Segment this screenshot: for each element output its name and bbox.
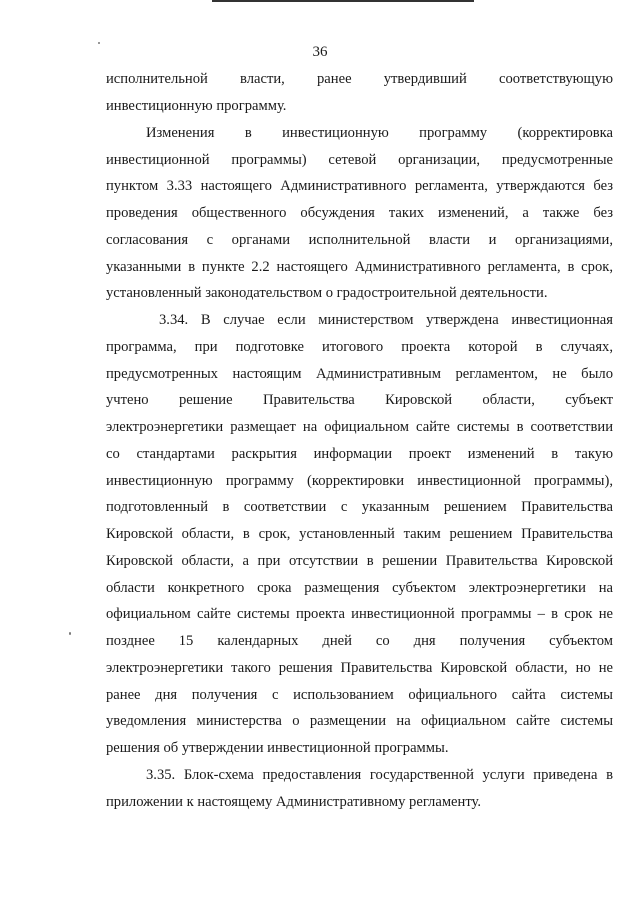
text-line: предусмотренных настоящим Административным регламентом, не было xyxy=(106,366,613,382)
page-number: 36 xyxy=(312,44,328,60)
text-line: области конкретного срока размещения субъектом электроэнергетики на xyxy=(106,580,613,596)
text-line: Кировской области, а при отсутствии в решении Правительства Кировской xyxy=(106,553,613,569)
text-line: установленный законодательством о градостроительной деятельности. xyxy=(106,285,548,301)
text-line: исполнительной власти, ранее утвердивший соответствующую xyxy=(106,71,613,87)
text-line: приложении к настоящему Административному регламенту. xyxy=(106,794,482,810)
text-line: ранее дня получения с использованием официального сайта системы xyxy=(106,687,613,703)
text-line: проведения общественного обсуждения таких изменений, а также без xyxy=(106,205,613,221)
text-line: учтено решение Правительства Кировской области, субъект xyxy=(106,392,613,408)
text-line: подготовленный в соответствии с указанным решением Правительства xyxy=(106,499,613,515)
text-line: указанными в пункте 2.2 настоящего Административного регламента, в срок, xyxy=(106,259,613,275)
text-line: электроэнергетики такого решения Правительства Кировской области, но не xyxy=(106,660,613,676)
scan-speck xyxy=(69,632,71,635)
scan-speck xyxy=(98,42,100,44)
text-line: пунктом 3.33 настоящего Административного регламента, утверждаются без xyxy=(106,178,613,194)
text-line: решения об утверждении инвестиционной программы. xyxy=(106,740,449,756)
text-line: программа, при подготовке итогового проекта которой в случаях, xyxy=(106,339,613,355)
text-line: официальном сайте системы проекта инвестиционной программы – в срок не xyxy=(106,606,613,622)
text-line: уведомления министерства о размещении на официальном сайте системы xyxy=(106,713,613,729)
scan-edge-rule xyxy=(212,0,474,2)
text-line: согласования с органами исполнительной власти и организациями, xyxy=(106,232,613,248)
text-line: со стандартами раскрытия информации проект изменений в такую xyxy=(106,446,613,462)
text-line: Кировской области, в срок, установленный таким решением Правительства xyxy=(106,526,613,542)
text-line: 3.35. Блок-схема предоставления государственной услуги приведена в xyxy=(146,767,613,783)
text-line: инвестиционную программу (корректировки инвестиционной программы), xyxy=(106,473,613,489)
text-line: позднее 15 календарных дней со дня получения субъектом xyxy=(106,633,613,649)
text-line: инвестиционной программы) сетевой организации, предусмотренные xyxy=(106,152,613,168)
text-line: Изменения в инвестиционную программу (корректировка xyxy=(146,125,613,141)
text-line: электроэнергетики размещает на официальном сайте системы в соответствии xyxy=(106,419,613,435)
text-line: 3.34. В случае если министерством утверждена инвестиционная xyxy=(159,312,613,328)
text-line: инвестиционную программу. xyxy=(106,98,287,114)
